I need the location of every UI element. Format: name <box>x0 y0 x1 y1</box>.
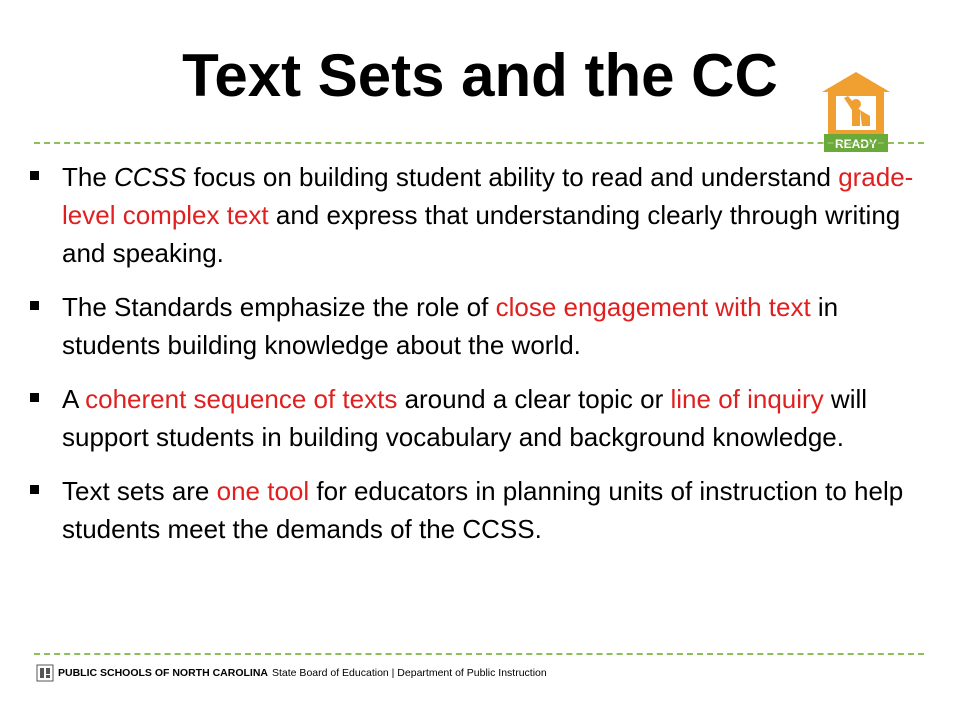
highlighted-text: one tool <box>216 476 310 506</box>
bullet-item <box>30 158 930 272</box>
bullet-marker-icon <box>30 393 39 402</box>
highlighted-text: close engagement with text <box>495 292 811 322</box>
bullet-text: in students building knowledge about the world. <box>62 292 839 360</box>
nc-seal-icon <box>36 664 54 682</box>
top-divider <box>34 142 924 144</box>
bullet-item <box>30 380 930 456</box>
footer <box>36 664 547 682</box>
footer-dept: State Board of Education | Department of Public Instruction <box>272 667 547 679</box>
slide-title: Text Sets and the CC <box>182 42 778 109</box>
bullet-text: The Standards emphasize the role of <box>62 292 496 322</box>
bullet-text: and express that understanding clearly through writing and speaking. <box>62 200 901 268</box>
bullet-text: CCSS <box>114 162 187 192</box>
bullet-list <box>30 158 930 564</box>
bullet-item <box>30 472 930 548</box>
bullet-text: The <box>62 162 115 192</box>
highlighted-text: line of inquiry <box>670 384 824 414</box>
bullet-text: will support students in building vocabulary and background knowledge. <box>62 384 868 452</box>
bullet-text: around a clear topic or <box>397 384 671 414</box>
highlighted-text: grade-level complex text <box>62 162 914 230</box>
bullet-text: focus on building student ability to read and understand <box>186 162 839 192</box>
footer-org: PUBLIC SCHOOLS OF NORTH CAROLINA <box>58 667 268 679</box>
bullet-marker-icon <box>30 301 39 310</box>
bottom-divider <box>34 653 924 655</box>
highlighted-text: coherent sequence of texts <box>85 384 398 414</box>
bullet-item <box>30 288 930 364</box>
bullet-marker-icon <box>30 171 39 180</box>
bullet-marker-icon <box>30 485 39 494</box>
bullet-text: for educators in planning units of instruction to help students meet the demands of the CCSS. <box>62 476 904 544</box>
bullet-text: A <box>62 384 86 414</box>
bullet-text: Text sets are <box>62 476 217 506</box>
ready-logo-text: READY <box>834 137 878 151</box>
